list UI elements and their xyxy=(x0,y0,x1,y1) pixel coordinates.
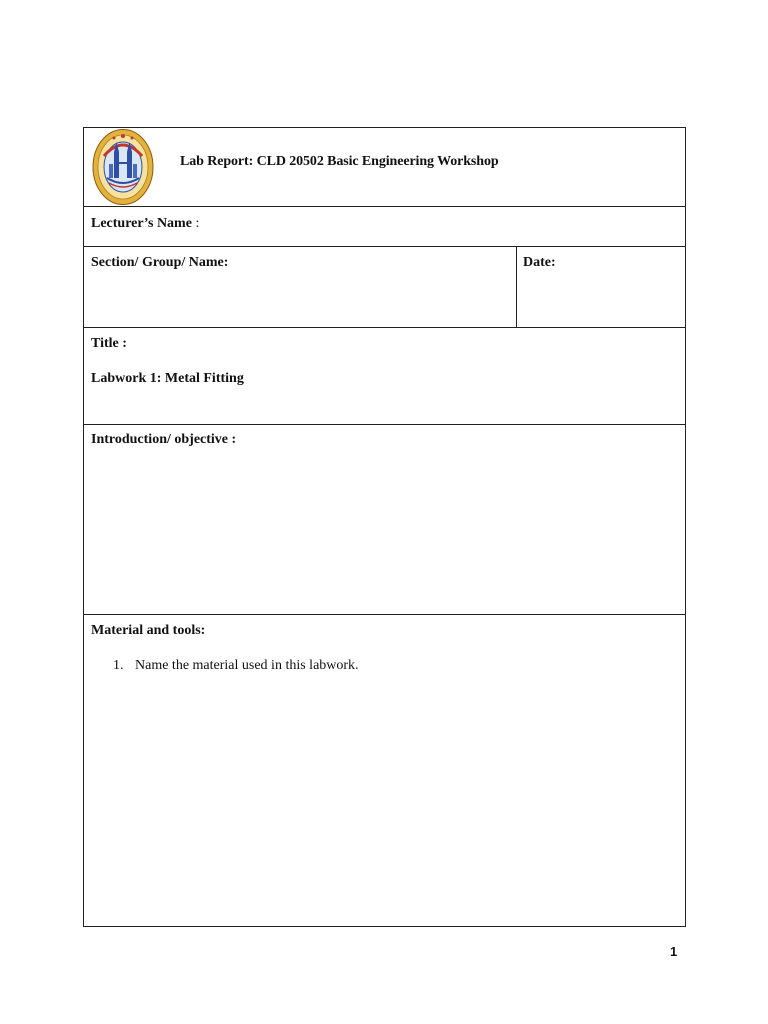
section-group-name-label: Section/ Group/ Name: xyxy=(91,255,229,270)
material-tools-label: Material and tools: xyxy=(91,623,206,638)
lecturer-row[interactable] xyxy=(84,207,685,247)
lecturer-name-label: Lecturer’s Name : xyxy=(91,216,200,231)
title-row[interactable] xyxy=(84,328,685,425)
introduction-objective-row[interactable] xyxy=(84,425,685,615)
section-date-row xyxy=(84,247,685,328)
date-label: Date: xyxy=(523,255,556,270)
lab-report-form xyxy=(83,127,686,927)
report-title: Lab Report: CLD 20502 Basic Engineering Workshop xyxy=(180,154,499,169)
question-number: 1. xyxy=(113,658,124,673)
introduction-objective-label: Introduction/ objective : xyxy=(91,432,237,447)
question-text: Name the material used in this labwork. xyxy=(135,658,359,673)
column-divider xyxy=(516,247,517,327)
page-number: 1 xyxy=(670,944,678,959)
title-label: Title : xyxy=(91,336,127,351)
title-value: Labwork 1: Metal Fitting xyxy=(91,371,244,386)
header-row xyxy=(84,128,685,207)
university-seal-icon xyxy=(92,128,154,206)
material-tools-row[interactable] xyxy=(84,615,685,926)
